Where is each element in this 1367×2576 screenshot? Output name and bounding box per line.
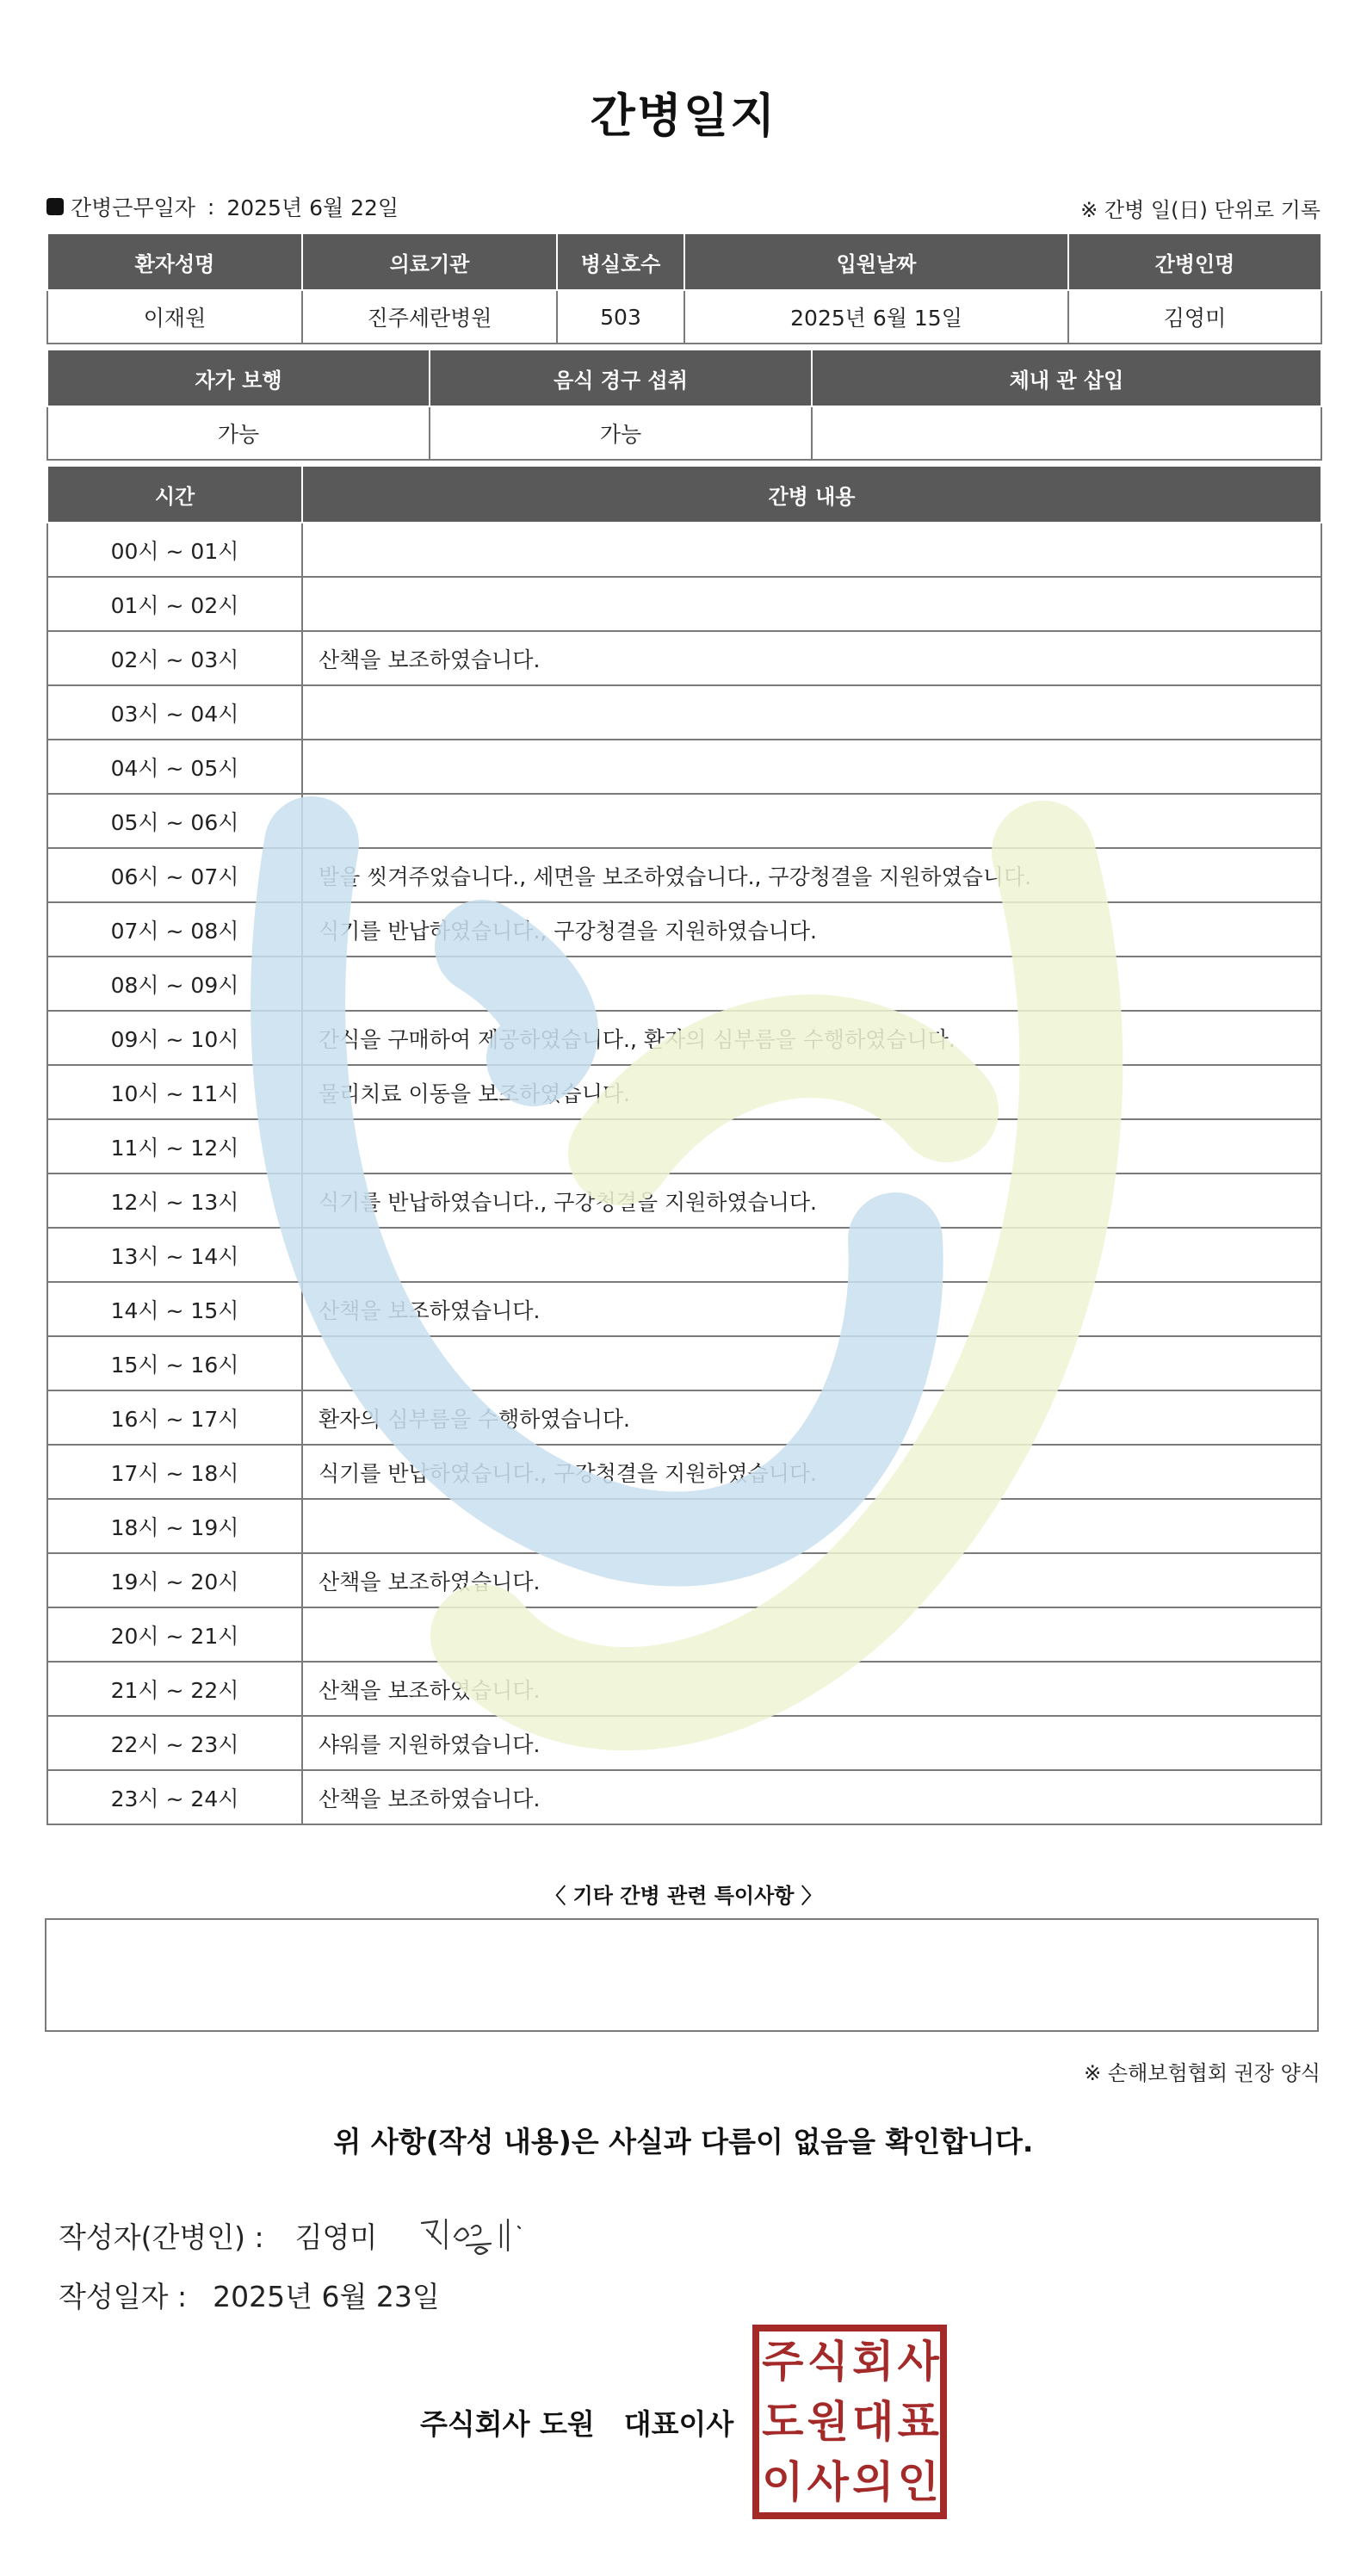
seal-character: 회 [852,2337,893,2387]
tube-insertion-value [812,406,1321,460]
work-date-sep: : [207,194,215,220]
admission-date: 2025년 6월 15일 [684,290,1068,344]
seal-character: 사 [897,2337,937,2387]
written-date-value: 2025년 6월 23일 [213,2280,440,2313]
log-content: 산책을 보조하였습니다. [302,1770,1321,1824]
work-date-value: 2025년 6월 22일 [226,195,399,220]
log-time: 03시 ~ 04시 [47,685,302,740]
log-time: 11시 ~ 12시 [47,1119,302,1173]
log-time: 12시 ~ 13시 [47,1173,302,1228]
self-walking-value: 가능 [47,406,430,460]
log-time: 18시 ~ 19시 [47,1499,302,1553]
seal-character: 도 [762,2397,802,2447]
log-content: 간식을 구매하여 제공하였습니다., 환자의 심부름을 수행하였습니다. [302,1011,1321,1065]
log-content [302,957,1321,1011]
log-content: 환자의 심부름을 수행하였습니다. [302,1390,1321,1445]
notes-title: 〈 기타 간병 관련 특이사항 〉 [545,1884,822,1908]
log-time: 23시 ~ 24시 [47,1770,302,1824]
log-row [47,740,1321,794]
log-header-row [47,466,1321,523]
log-content: 발을 씻겨주었습니다., 세면을 보조하였습니다., 구강청결을 지원하였습니다. [302,848,1321,902]
log-row [47,1011,1321,1065]
seal-character: 의 [852,2457,893,2507]
log-time: 13시 ~ 14시 [47,1228,302,1282]
info-header-row [47,233,1321,290]
log-content: 산책을 보조하였습니다. [302,1553,1321,1607]
log-row [47,577,1321,631]
log-content [302,740,1321,794]
seal-character: 표 [897,2397,937,2447]
seal-character: 인 [897,2457,937,2507]
notes-box [45,1918,1319,2032]
log-row [47,1499,1321,1553]
log-content [302,685,1321,740]
log-content: 식기를 반납하였습니다., 구강청결을 지원하였습니다. [302,1445,1321,1499]
log-content [302,1336,1321,1390]
log-row [47,1228,1321,1282]
seal-character: 주 [762,2337,802,2387]
document-title: 간병일지 [590,89,777,143]
log-time: 05시 ~ 06시 [47,794,302,848]
writer-row [59,2211,535,2259]
writer-name: 김영미 [294,2220,378,2254]
oral-intake-value: 가능 [430,406,812,460]
seal-character: 원 [807,2397,847,2447]
header-room-number: 병실호수 [557,233,684,290]
log-content [302,523,1321,577]
writer-label: 작성자(간병인) : [59,2220,264,2254]
log-content: 산책을 보조하였습니다. [302,1282,1321,1336]
log-time: 09시 ~ 10시 [47,1011,302,1065]
log-row [47,848,1321,902]
info-value-row [47,290,1321,344]
log-time: 00시 ~ 01시 [47,523,302,577]
log-time: 10시 ~ 11시 [47,1065,302,1119]
confirmation-statement: 위 사항(작성 내용)은 사실과 다름이 없음을 확인합니다. [333,2125,1034,2158]
log-time: 21시 ~ 22시 [47,1662,302,1716]
company-name: 주식회사 도원 [420,2407,595,2441]
log-time: 06시 ~ 07시 [47,848,302,902]
header-time: 시간 [47,466,302,523]
written-date-row [59,2275,440,2315]
log-time: 07시 ~ 08시 [47,902,302,957]
log-body [47,523,1321,1824]
status-header-row [47,350,1321,406]
log-time: 01시 ~ 02시 [47,577,302,631]
log-content: 샤워를 지원하였습니다. [302,1716,1321,1770]
log-row [47,1119,1321,1173]
form-origin-note: ※ 손해보험협회 권장 양식 [1084,2061,1321,2085]
log-content: 물리치료 이동을 보조하였습니다. [302,1065,1321,1119]
log-time: 16시 ~ 17시 [47,1390,302,1445]
log-row [47,957,1321,1011]
patient-info-table [46,232,1322,344]
log-row [47,1065,1321,1119]
patient-status-table [46,349,1322,461]
header-tube-insertion: 체내 관 삽입 [812,350,1321,406]
caregiver-name: 김영미 [1068,290,1321,344]
work-date-row [46,191,399,222]
log-content [302,794,1321,848]
room-number: 503 [557,290,684,344]
log-time: 22시 ~ 23시 [47,1716,302,1770]
log-row [47,685,1321,740]
company-signature-line [420,2402,733,2443]
header-patient-name: 환자성명 [47,233,302,290]
log-time: 17시 ~ 18시 [47,1445,302,1499]
log-row [47,1445,1321,1499]
status-value-row [47,406,1321,460]
log-row [47,1282,1321,1336]
log-content [302,577,1321,631]
log-time: 19시 ~ 20시 [47,1553,302,1607]
hospital-name: 진주세란병원 [302,290,557,344]
log-row [47,1607,1321,1662]
log-row [47,902,1321,957]
log-row [47,1173,1321,1228]
log-content: 산책을 보조하였습니다. [302,631,1321,685]
log-row [47,1770,1321,1824]
company-seal-stamp [752,2325,947,2519]
log-time: 20시 ~ 21시 [47,1607,302,1662]
seal-character: 식 [807,2337,847,2387]
handwritten-signature [415,2211,535,2259]
seal-character: 대 [852,2397,893,2447]
seal-character: 이 [762,2457,802,2507]
log-time: 14시 ~ 15시 [47,1282,302,1336]
header-caregiver-name: 간병인명 [1068,233,1321,290]
log-row [47,1716,1321,1770]
patient-name: 이재원 [47,290,302,344]
header-care-content: 간병 내용 [302,466,1321,523]
log-row [47,523,1321,577]
log-content: 산책을 보조하였습니다. [302,1662,1321,1716]
log-row [47,1553,1321,1607]
header-hospital: 의료기관 [302,233,557,290]
bullet-square-icon [46,198,64,215]
log-content [302,1228,1321,1282]
care-log-table [46,465,1322,1825]
seal-characters [759,2331,940,2512]
seal-character: 사 [807,2457,847,2507]
written-date-label: 작성일자 : [59,2280,188,2313]
log-content [302,1499,1321,1553]
log-content: 식기를 반납하였습니다., 구강청결을 지원하였습니다. [302,1173,1321,1228]
header-self-walking: 자가 보행 [47,350,430,406]
daily-record-note: ※ 간병 일(日) 단위로 기록 [1080,198,1321,222]
log-time: 02시 ~ 03시 [47,631,302,685]
log-content [302,1119,1321,1173]
log-time: 08시 ~ 09시 [47,957,302,1011]
header-admission-date: 입원날짜 [684,233,1068,290]
representative-title: 대표이사 [623,2407,734,2441]
work-date-label: 간병근무일자 [71,195,195,220]
log-content: 식기를 반납하였습니다., 구강청결을 지원하였습니다. [302,902,1321,957]
log-content [302,1607,1321,1662]
log-time: 15시 ~ 16시 [47,1336,302,1390]
log-row [47,1662,1321,1716]
log-time: 04시 ~ 05시 [47,740,302,794]
header-oral-intake: 음식 경구 섭취 [430,350,812,406]
log-row [47,631,1321,685]
log-row [47,794,1321,848]
log-row [47,1390,1321,1445]
log-row [47,1336,1321,1390]
